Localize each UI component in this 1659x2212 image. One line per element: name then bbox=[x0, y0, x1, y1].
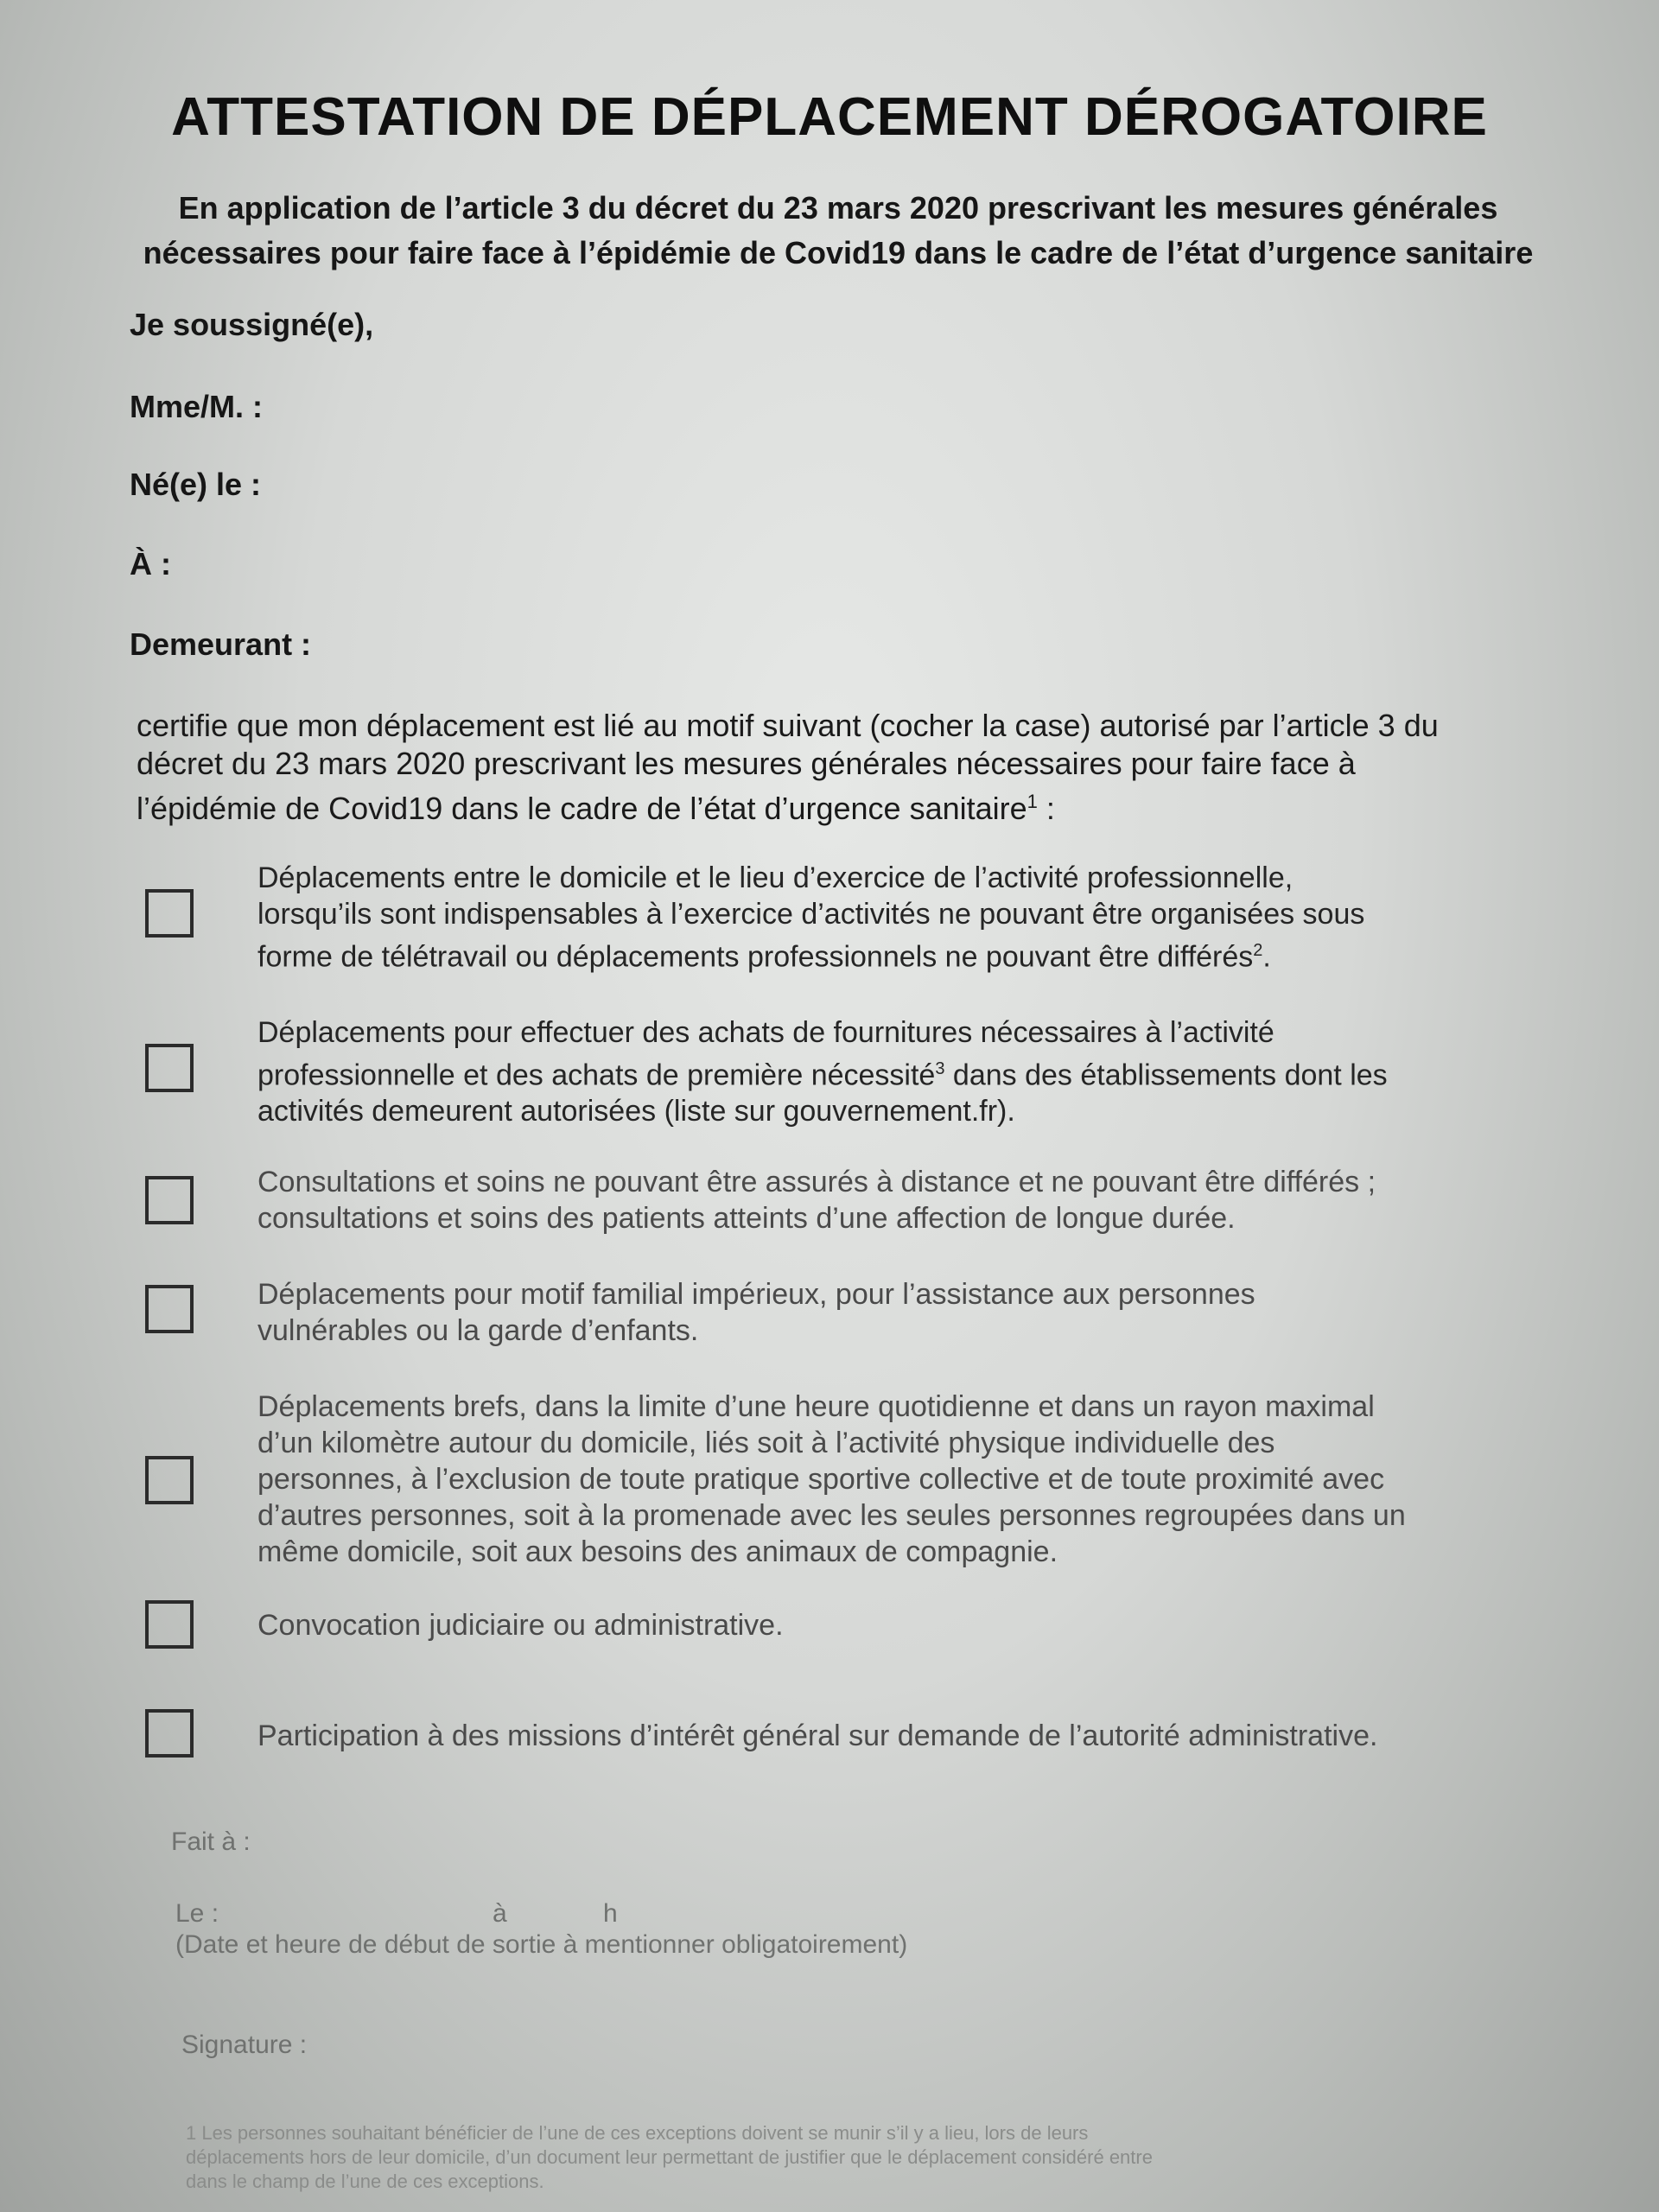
option-line: Déplacements entre le domicile et le lieu d’exercice de l’activité professionnelle, bbox=[257, 861, 1294, 894]
option-line: d’autres personnes, soit à la promenade avec les seules personnes regroupées dans un bbox=[257, 1499, 1406, 1532]
certify-colon: : bbox=[1037, 791, 1055, 826]
option-line-end: . bbox=[1262, 940, 1271, 974]
option-line-text: forme de télétravail ou déplacements professionnels ne pouvant être différés bbox=[257, 940, 1254, 974]
certify-paragraph bbox=[137, 707, 1571, 828]
certify-line bbox=[137, 783, 1571, 828]
document-intro bbox=[121, 186, 1555, 276]
option-line: même domicile, soit aux besoins des animaux de compagnie. bbox=[257, 1535, 1058, 1568]
footnote-line: 1 Les personnes souhaitant bénéficier de l’une de ces exceptions doivent se munir s’il y a lieu, lors de leurs bbox=[186, 2122, 1089, 2144]
option-line: d’un kilomètre autour du domicile, liés soit à l’activité physique individuelle des bbox=[257, 1427, 1275, 1459]
option-line-text: professionnelle et des achats de première nécessité bbox=[257, 1058, 936, 1092]
intro-line: nécessaires pour faire face à l’épidémie de Covid19 dans le cadre de l’état d’urgence sanitaire bbox=[143, 235, 1534, 270]
option-line: personnes, à l’exclusion de toute pratique sportive collective et de toute proximité avec bbox=[257, 1463, 1385, 1496]
option-text bbox=[257, 1718, 1580, 1754]
name-label: Mme/M. : bbox=[130, 389, 264, 424]
footnote-line: dans le champ de l’une de ces exceptions. bbox=[186, 2171, 544, 2192]
option-line: lorsqu’ils sont indispensables à l’exercice d’activités ne pouvant être organisées sous bbox=[257, 898, 1365, 931]
option-checkbox-general-interest[interactable] bbox=[145, 1709, 194, 1758]
option-checkbox-purchases[interactable] bbox=[145, 1044, 194, 1092]
footnote-line: déplacements hors de leur domicile, d’un document leur permettant de justifier que le déplacement considéré entre bbox=[186, 2146, 1153, 2168]
option-line: consultations et soins des patients atteints d’une affection de longue durée. bbox=[257, 1202, 1236, 1235]
option-text bbox=[257, 1389, 1580, 1570]
option-line: Déplacements pour motif familial impérieux, pour l’assistance aux personnes bbox=[257, 1278, 1255, 1311]
birth-date-label: Né(e) le : bbox=[130, 467, 262, 502]
option-line: Déplacements pour effectuer des achats de fournitures nécessaires à l’activité bbox=[257, 1016, 1274, 1049]
document-title: ATTESTATION DE DÉPLACEMENT DÉROGATOIRE bbox=[171, 87, 1488, 147]
option-line: vulnérables ou la garde d’enfants. bbox=[257, 1314, 699, 1347]
option-line-text: dans des établissements dont les bbox=[944, 1058, 1388, 1092]
address-label: Demeurant : bbox=[130, 626, 312, 662]
undersigned-label: Je soussigné(e), bbox=[130, 307, 374, 342]
date-a-label: à bbox=[493, 1899, 507, 1928]
option-text bbox=[257, 1014, 1580, 1129]
made-at-label: Fait à : bbox=[171, 1827, 251, 1856]
footnote-ref: 3 bbox=[935, 1059, 945, 1078]
option-checkbox-health[interactable] bbox=[145, 1176, 194, 1224]
date-h-label: h bbox=[603, 1899, 618, 1928]
option-checkbox-judicial[interactable] bbox=[145, 1600, 194, 1649]
option-text bbox=[257, 1607, 1580, 1643]
option-line: activités demeurent autorisées (liste sur gouvernement.fr). bbox=[257, 1095, 1015, 1128]
option-text bbox=[257, 1276, 1580, 1349]
option-text bbox=[257, 860, 1580, 975]
option-line: Déplacements brefs, dans la limite d’une heure quotidienne et dans un rayon maximal bbox=[257, 1390, 1375, 1423]
option-line: Convocation judiciaire ou administrative. bbox=[257, 1609, 784, 1642]
certify-line: décret du 23 mars 2020 prescrivant les mesures générales nécessaires pour faire face à bbox=[137, 746, 1356, 781]
date-label: Le : bbox=[175, 1899, 219, 1928]
date-note: (Date et heure de début de sortie à mentionner obligatoirement) bbox=[175, 1930, 908, 1959]
option-checkbox-exercise[interactable] bbox=[145, 1456, 194, 1504]
option-text bbox=[257, 1164, 1580, 1236]
footnote-ref: 2 bbox=[1253, 941, 1263, 960]
certify-line: certifie que mon déplacement est lié au motif suivant (cocher la case) autorisé par l’article 3 du bbox=[137, 708, 1439, 743]
option-line: Consultations et soins ne pouvant être assurés à distance et ne pouvant être différés ; bbox=[257, 1166, 1376, 1198]
birth-place-label: À : bbox=[130, 546, 171, 582]
intro-line: En application de l’article 3 du décret du 23 mars 2020 prescrivant les mesures générales bbox=[178, 190, 1498, 226]
footnote-ref: 1 bbox=[1027, 791, 1038, 812]
option-checkbox-family[interactable] bbox=[145, 1285, 194, 1333]
option-line: Participation à des missions d’intérêt général sur demande de l’autorité administrative. bbox=[257, 1719, 1378, 1752]
option-line bbox=[257, 1051, 1580, 1093]
option-line bbox=[257, 932, 1580, 975]
footnote bbox=[186, 2121, 1568, 2194]
certify-text: l’épidémie de Covid19 dans le cadre de l’état d’urgence sanitaire bbox=[137, 791, 1027, 826]
signature-label: Signature : bbox=[181, 2031, 308, 2059]
option-checkbox-professional[interactable] bbox=[145, 889, 194, 938]
